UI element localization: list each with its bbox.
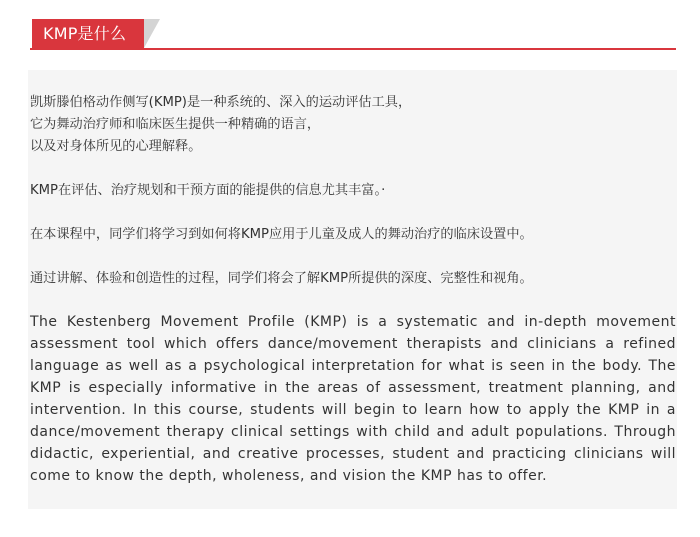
cn-paragraph-3: 在本课程中，同学们将学习到如何将KMP应用于儿童及成人的舞动治疗的临床设置中。	[30, 227, 533, 242]
cn-paragraph-1-line-3: 以及对身体所见的心理解释。	[30, 139, 202, 154]
cn-paragraph-1-line-2: 它为舞动治疗师和临床医生提供一种精确的语言，	[30, 117, 321, 132]
header-divider	[30, 48, 676, 50]
content-box	[28, 70, 677, 509]
cn-paragraph-2: KMP在评估、治疗规划和干预方面的能提供的信息尤其丰富。·	[30, 183, 386, 198]
cn-paragraph-4: 通过讲解、体验和创造性的过程，同学们将会了解KMP所提供的深度、完整性和视角。	[30, 271, 533, 286]
title-tab-notch	[144, 19, 160, 48]
en-paragraph: The Kestenberg Movement Profile (KMP) is a systematic and in-depth movement assessment tool which offers dance/movement therapists and clinicians a refined language as well as a psychological interpretation for what is seen in the body. The KMP is especially informative in the areas of assessment, treatment planning, and intervention. In this course, students will begin to learn how to apply the KMP in a dance/movement therapy clinical settings with child and adult populations. Through didactic, experiential, and creative processes, student and practicing clinicians will come to know the depth, wholeness, and vision the KMP has to offer.	[30, 314, 676, 484]
cn-paragraph-1-line-1: 凯斯滕伯格动作侧写(KMP)是一种系统的、深入的运动评估工具，	[30, 95, 412, 110]
section-title: KMP是什么	[32, 19, 144, 48]
section-header	[30, 19, 676, 52]
